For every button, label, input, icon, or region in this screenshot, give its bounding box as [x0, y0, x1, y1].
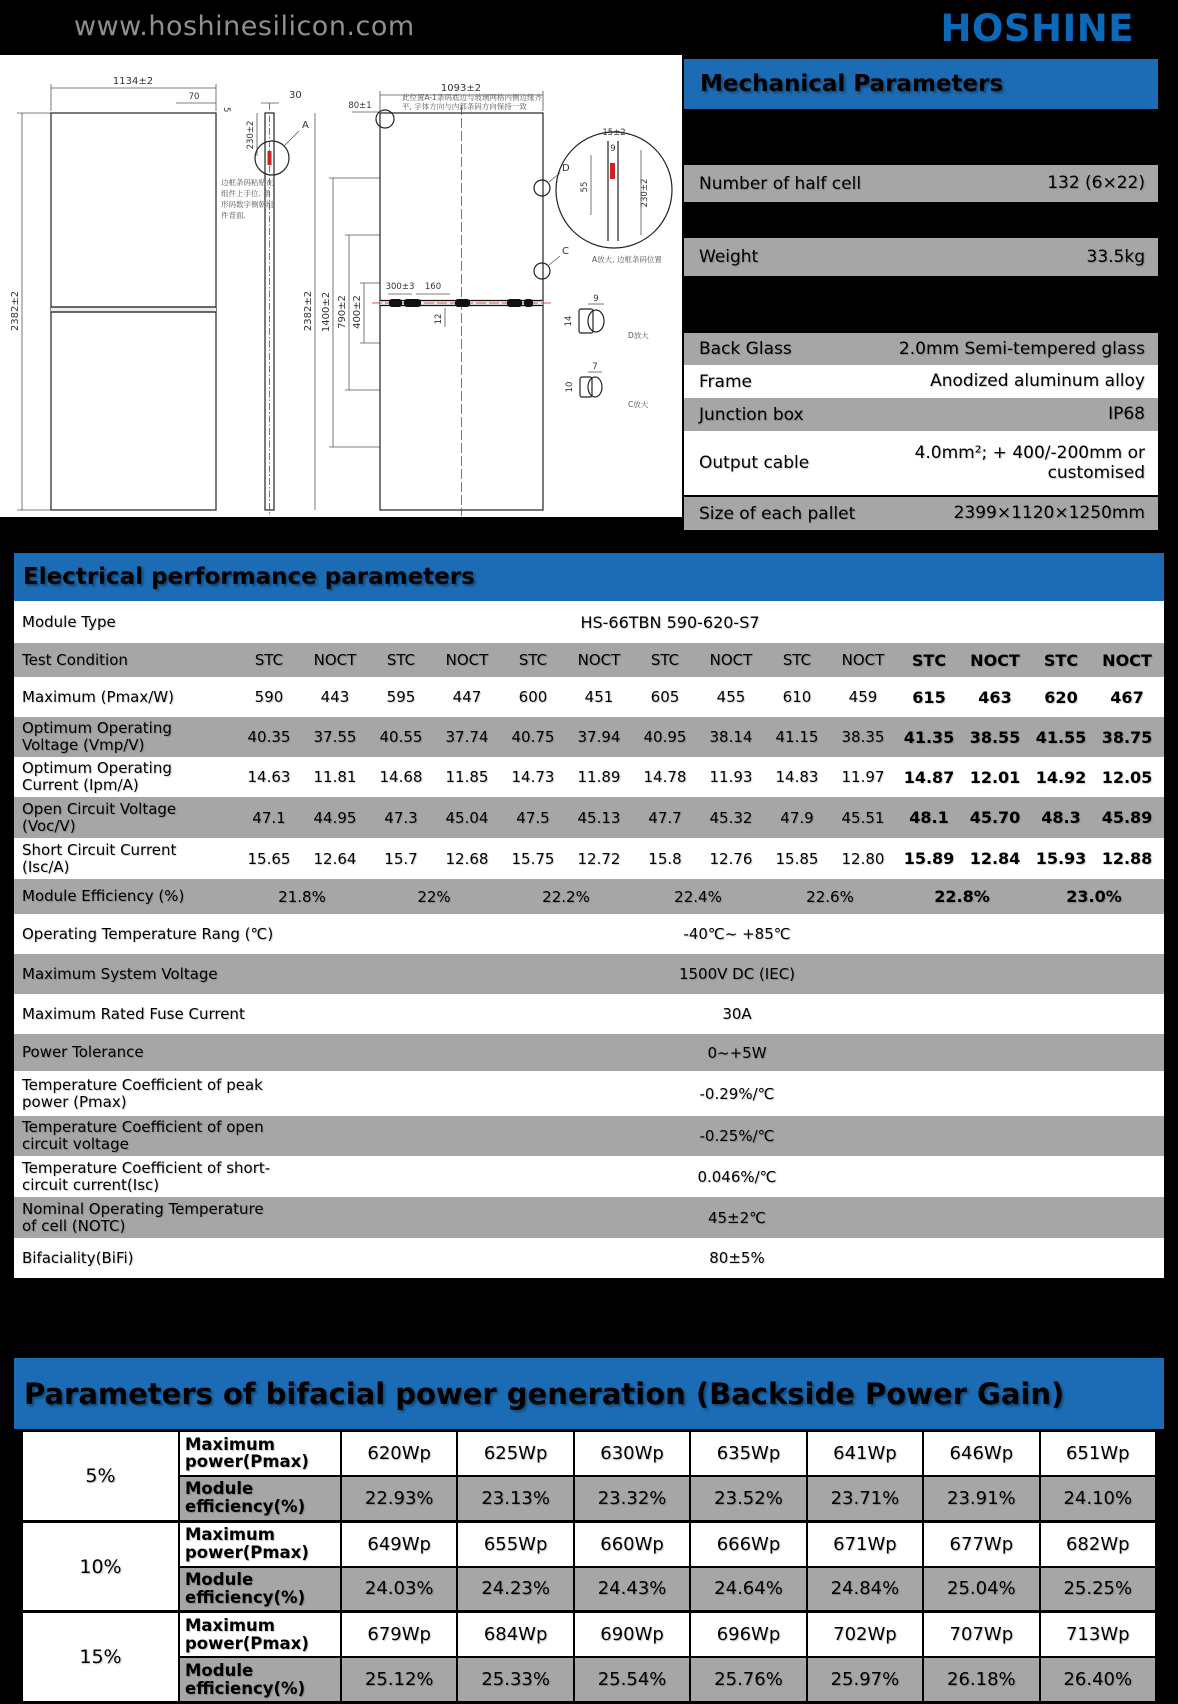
side-view — [221, 90, 309, 516]
electrical-value-cell: 47.7 — [648, 808, 682, 827]
gain-cell: 5% — [23, 1432, 178, 1520]
pmax-value: 682Wp — [1041, 1523, 1155, 1566]
electrical-value-cell: 14.73 — [511, 768, 555, 786]
test-condition-cell: NOCT — [970, 650, 1020, 670]
electrical-value-cell: 45.51 — [841, 808, 885, 827]
electrical-value-cell: 14.87 — [903, 767, 955, 787]
test-condition-cell: NOCT — [313, 651, 357, 669]
mechanical-row — [684, 431, 1158, 495]
pmax-value: 696Wp — [691, 1613, 805, 1656]
side-note: 边框条码粘贴在 组件上手位. 条 形码数字侧朝组 件背面. — [221, 178, 274, 220]
electrical-value-cell: 48.3 — [1041, 808, 1081, 827]
clamp-c-width-dim: 7 — [592, 362, 598, 372]
mechanical-row-label: Size of each pallet — [699, 503, 856, 524]
eff-value: 25.97% — [808, 1658, 922, 1701]
detail-9-dim: 9 — [610, 144, 616, 154]
electrical-single-row — [14, 1197, 1164, 1238]
eff-value: 24.43% — [575, 1568, 689, 1611]
electrical-value-cell: 600 — [518, 688, 548, 706]
mechanical-row-value: 33.5kg — [1086, 246, 1145, 267]
front-height-dim: 2382±2 — [10, 290, 21, 332]
pmax-value: 660Wp — [575, 1523, 689, 1566]
electrical-value-cell: 590 — [254, 688, 284, 706]
eff-value: 24.03% — [342, 1568, 456, 1611]
mechanical-row-value: Anodized aluminum alloy — [930, 371, 1145, 392]
pmax-value: 655Wp — [458, 1523, 572, 1566]
single-row-label: Operating Temperature Rang (℃) — [22, 924, 274, 943]
eff-value: 23.52% — [691, 1477, 805, 1520]
electrical-value-cell: 40.55 — [379, 728, 423, 746]
electrical-row — [14, 677, 1164, 717]
electrical-value-cell: 37.74 — [445, 728, 489, 746]
eff-value: 22.93% — [342, 1477, 456, 1520]
electrical-value-cell: 443 — [320, 688, 350, 706]
electrical-value-cell: 12.05 — [1101, 767, 1153, 787]
test-condition-cell: NOCT — [577, 651, 621, 669]
test-condition-cell: STC — [386, 651, 416, 669]
electrical-row-values — [236, 717, 1160, 757]
side-30-dim: 30 — [289, 90, 302, 101]
single-row-label: Nominal Operating Temperature of cell (NOTC) — [22, 1199, 264, 1235]
module-type-label: Module Type — [22, 612, 116, 631]
pmax-label: Maximum power(Pmax) — [180, 1613, 340, 1656]
pmax-value: 666Wp — [691, 1523, 805, 1566]
electrical-value-cell: 45.89 — [1101, 808, 1153, 827]
front-5-dim: 5 — [221, 107, 231, 113]
electrical-value-cell: 11.81 — [313, 768, 357, 786]
electrical-value-cell: 38.75 — [1101, 727, 1153, 747]
back-160-dim: 160 — [424, 282, 442, 292]
test-condition-cell: STC — [254, 651, 284, 669]
electrical-value-cell: 15.93 — [1035, 849, 1087, 868]
electrical-row — [14, 838, 1164, 879]
electrical-title: Electrical performance parameters — [14, 553, 1164, 601]
electrical-row-values — [236, 677, 1160, 717]
single-row-label: Temperature Coefficient of peak power (Pmax) — [22, 1075, 263, 1111]
eff-label: Module efficiency(%) — [180, 1568, 340, 1611]
electrical-value-cell: 11.93 — [709, 768, 753, 786]
front-70-dim: 70 — [188, 92, 200, 102]
test-condition-cell: STC — [782, 651, 812, 669]
electrical-value-cell: 447 — [452, 688, 482, 706]
module-efficiency-cell: 21.8% — [278, 887, 326, 906]
mechanical-row-value: 132 (6×22) — [1047, 173, 1145, 194]
eff-value: 24.84% — [808, 1568, 922, 1611]
electrical-value-cell: 45.70 — [969, 808, 1021, 827]
electrical-row — [14, 717, 1164, 757]
eff-value: 23.13% — [458, 1477, 572, 1520]
pmax-value: 677Wp — [924, 1523, 1038, 1566]
electrical-value-cell: 15.7 — [384, 849, 418, 868]
clamp-d-width-dim: 9 — [593, 294, 599, 304]
test-condition-cell: STC — [1043, 650, 1079, 670]
single-row-label: Temperature Coefficient of short-circuit current(Isc) — [22, 1158, 271, 1194]
mechanical-row-value: 2399×1120×1250mm — [953, 503, 1145, 524]
eff-value: 25.33% — [458, 1658, 572, 1701]
website-url: www.hoshinesilicon.com — [74, 11, 415, 42]
electrical-row — [14, 757, 1164, 797]
module-efficiency-row — [14, 879, 1164, 914]
eff-value: 25.12% — [342, 1658, 456, 1701]
back-note: 此位置A-1条码底边与玻璃网格内侧边缘齐 平, 字体方向与内部条码方向保持一致 — [402, 93, 542, 111]
single-row-label: Bifaciality(BiFi) — [22, 1248, 134, 1267]
back-width-dim: 1093±2 — [440, 83, 482, 94]
detail-views — [556, 128, 672, 409]
mechanical-row-value: 4.0mm²; + 400/-200mm or customised — [914, 442, 1145, 483]
single-row-value: 1500V DC (IEC) — [678, 965, 796, 983]
brand-logo: HOSHINE — [940, 7, 1134, 50]
test-condition-cell: STC — [911, 650, 947, 670]
electrical-row-label: Maximum (Pmax/W) — [22, 687, 174, 706]
mechanical-row-value: IP68 — [1108, 404, 1145, 425]
single-row-label: Temperature Coefficient of open circuit voltage — [22, 1118, 264, 1153]
module-efficiency-cell: 22.8% — [934, 887, 990, 906]
electrical-row-label: Open Circuit Voltage (Voc/V) — [22, 799, 177, 835]
bifacial-group — [23, 1432, 1155, 1520]
single-row-label: Power Tolerance — [22, 1043, 144, 1062]
pmax-value: 625Wp — [458, 1432, 572, 1475]
eff-value: 23.32% — [575, 1477, 689, 1520]
electrical-row-values — [236, 757, 1160, 797]
electrical-value-cell: 610 — [782, 688, 812, 706]
electrical-single-row — [14, 914, 1164, 954]
single-row-value: -40℃~ +85℃ — [683, 925, 791, 943]
technical-drawing — [0, 55, 682, 517]
gain-cell: 10% — [23, 1523, 178, 1611]
eff-value: 26.18% — [924, 1658, 1038, 1701]
pmax-value: 641Wp — [808, 1432, 922, 1475]
electrical-value-cell: 40.95 — [643, 728, 687, 746]
single-row-label: Maximum Rated Fuse Current — [22, 1004, 245, 1023]
electrical-value-cell: 47.5 — [516, 808, 550, 827]
electrical-value-cell: 41.35 — [903, 727, 955, 747]
test-condition-cell: NOCT — [445, 651, 489, 669]
electrical-value-cell: 41.55 — [1035, 727, 1087, 747]
electrical-value-cell: 459 — [848, 688, 878, 706]
electrical-section — [14, 553, 1164, 1278]
pmax-value: 635Wp — [691, 1432, 805, 1475]
mechanical-row — [684, 165, 1158, 202]
test-condition-cell: STC — [518, 651, 548, 669]
pmax-value: 630Wp — [575, 1432, 689, 1475]
mechanical-row-value: 2.0mm Semi-tempered glass — [898, 338, 1145, 359]
single-row-value: 45±2℃ — [707, 1208, 767, 1227]
mechanical-row-label: Output cable — [699, 453, 810, 473]
eff-value: 24.64% — [691, 1568, 805, 1611]
electrical-value-cell: 12.72 — [577, 849, 621, 868]
electrical-value-cell: 451 — [584, 688, 614, 706]
detail-d-balloon-label: D — [562, 163, 570, 174]
electrical-value-cell: 40.35 — [247, 728, 291, 746]
side-230-dim: 230±2 — [246, 120, 256, 150]
eff-value: 23.71% — [808, 1477, 922, 1520]
module-efficiency-cell: 22.2% — [542, 887, 590, 906]
clamp-c-caption: C放大 — [628, 400, 649, 409]
single-row-label: Maximum System Voltage — [22, 964, 218, 983]
test-condition-cells — [236, 643, 1160, 677]
pmax-value: 620Wp — [342, 1432, 456, 1475]
front-view — [10, 76, 231, 510]
electrical-value-cell: 38.55 — [969, 727, 1021, 747]
clamp-d-caption: D放大 — [628, 331, 649, 340]
back-300-dim: 300±3 — [385, 282, 415, 292]
electrical-single-row — [14, 994, 1164, 1034]
single-row-value: -0.25%/℃ — [699, 1127, 775, 1145]
single-row-value: 30A — [722, 1005, 752, 1023]
back-80-dim: 80±1 — [348, 101, 372, 111]
test-condition-cell: NOCT — [1102, 650, 1152, 670]
electrical-value-cell: 41.15 — [775, 728, 819, 746]
single-row-value: 0~+5W — [707, 1043, 767, 1062]
back-height-dim: 2382±2 — [303, 290, 314, 332]
pmax-value: 649Wp — [342, 1523, 456, 1566]
electrical-value-cell: 12.84 — [969, 849, 1021, 868]
electrical-single-row — [14, 1156, 1164, 1197]
single-row-value: -0.29%/℃ — [699, 1084, 775, 1103]
electrical-value-cell: 45.32 — [709, 808, 753, 827]
electrical-value-cell: 12.88 — [1101, 849, 1153, 868]
pmax-value: 690Wp — [575, 1613, 689, 1656]
pmax-label: Maximum power(Pmax) — [180, 1432, 340, 1475]
module-efficiency-values — [236, 879, 1160, 914]
pmax-value: 684Wp — [458, 1613, 572, 1656]
electrical-value-cell: 15.8 — [648, 849, 682, 868]
electrical-value-cell: 14.78 — [643, 768, 687, 786]
back-view — [303, 83, 570, 516]
module-type-row — [14, 601, 1164, 643]
module-efficiency-cell: 22% — [417, 887, 451, 906]
electrical-value-cell: 620 — [1044, 687, 1078, 707]
bifacial-group — [23, 1523, 1155, 1611]
electrical-value-cell: 47.3 — [384, 808, 418, 827]
electrical-single-row — [14, 954, 1164, 994]
bifacial-title: Parameters of bifacial power generation (Backside Power Gain) — [14, 1358, 1164, 1429]
electrical-value-cell: 15.65 — [247, 849, 291, 868]
electrical-value-cell: 12.01 — [969, 767, 1021, 787]
eff-value: 26.40% — [1041, 1658, 1155, 1701]
electrical-row — [14, 797, 1164, 838]
clamp-c-height-dim: 10 — [565, 381, 575, 393]
mechanical-row — [684, 238, 1158, 276]
mechanical-row — [684, 398, 1158, 431]
mechanical-row-label: Weight — [699, 247, 759, 267]
eff-value: 23.91% — [924, 1477, 1038, 1520]
test-condition-cell: STC — [650, 651, 680, 669]
detail-a-caption: A放大, 边框条码位置 — [592, 255, 662, 264]
electrical-value-cell: 48.1 — [909, 808, 949, 827]
pmax-value: 702Wp — [808, 1613, 922, 1656]
test-condition-cell: NOCT — [841, 651, 885, 669]
test-condition-row — [14, 643, 1164, 677]
detail-15-dim: 15±2 — [602, 128, 626, 138]
mechanical-title: Mechanical Parameters — [684, 59, 1158, 109]
electrical-value-cell: 455 — [716, 688, 746, 706]
pmax-value: 707Wp — [924, 1613, 1038, 1656]
electrical-value-cell: 12.76 — [709, 849, 753, 868]
electrical-value-cell: 38.14 — [709, 728, 753, 746]
electrical-value-cell: 38.35 — [841, 728, 885, 746]
electrical-value-cell: 11.89 — [577, 768, 621, 786]
front-width-dim: 1134±2 — [112, 76, 154, 87]
mechanical-row-label: Back Glass — [699, 339, 792, 359]
back-400-dim: 400±2 — [352, 295, 363, 329]
electrical-single-row — [14, 1238, 1164, 1278]
module-efficiency-cell: 22.6% — [806, 887, 854, 906]
gain-cell: 15% — [23, 1613, 178, 1701]
electrical-value-cell: 11.97 — [841, 768, 885, 786]
electrical-row-label: Short Circuit Current (Isc/A) — [22, 840, 177, 876]
bifacial-table — [20, 1429, 1158, 1704]
pmax-label: Maximum power(Pmax) — [180, 1523, 340, 1566]
module-efficiency-cell: 23.0% — [1066, 887, 1122, 906]
mechanical-row — [684, 365, 1158, 398]
module-drawing-svg — [0, 55, 682, 517]
mechanical-row-label: Junction box — [699, 404, 804, 425]
mechanical-row — [684, 333, 1158, 365]
electrical-single-row — [14, 1116, 1164, 1156]
mechanical-row — [684, 497, 1158, 530]
electrical-value-cell: 15.75 — [511, 849, 555, 868]
clamp-d-height-dim: 14 — [564, 315, 574, 327]
electrical-value-cell: 14.68 — [379, 768, 423, 786]
pmax-value: 671Wp — [808, 1523, 922, 1566]
eff-value: 25.76% — [691, 1658, 805, 1701]
top-bar — [0, 0, 1178, 55]
pmax-value: 679Wp — [342, 1613, 456, 1656]
single-row-value: 0.046%/℃ — [697, 1167, 777, 1186]
detail-230-dim: 230±2 — [640, 178, 650, 208]
electrical-value-cell: 595 — [386, 688, 416, 706]
electrical-row-values — [236, 838, 1160, 879]
electrical-value-cell: 467 — [1110, 687, 1144, 707]
detail-a-balloon-label: A — [302, 120, 309, 131]
eff-value: 24.23% — [458, 1568, 572, 1611]
eff-value: 25.04% — [924, 1568, 1038, 1611]
electrical-value-cell: 14.92 — [1035, 767, 1087, 787]
electrical-value-cell: 47.9 — [780, 808, 814, 827]
electrical-value-cell: 15.85 — [775, 849, 819, 868]
eff-value: 25.25% — [1041, 1568, 1155, 1611]
electrical-rows — [14, 677, 1164, 1278]
pmax-value: 646Wp — [924, 1432, 1038, 1475]
single-row-value: 80±5% — [709, 1249, 765, 1267]
eff-value: 24.10% — [1041, 1477, 1155, 1520]
mechanical-section — [684, 59, 1158, 530]
electrical-value-cell: 14.83 — [775, 768, 819, 786]
electrical-value-cell: 463 — [978, 687, 1012, 707]
mechanical-row-label: Frame — [699, 371, 752, 392]
electrical-value-cell: 12.80 — [841, 849, 885, 868]
back-12-dim: 12 — [434, 313, 444, 325]
electrical-single-row — [14, 1071, 1164, 1116]
electrical-single-row — [14, 1034, 1164, 1071]
electrical-value-cell: 45.04 — [445, 808, 489, 827]
electrical-value-cell: 605 — [650, 688, 680, 706]
module-type-value: HS-66TBN 590-620-S7 — [580, 612, 760, 632]
pmax-value: 713Wp — [1041, 1613, 1155, 1656]
mechanical-row-label: Number of half cell — [699, 173, 862, 194]
pmax-value: 651Wp — [1041, 1432, 1155, 1475]
electrical-value-cell: 44.95 — [313, 808, 357, 827]
module-efficiency-label: Module Efficiency (%) — [22, 887, 185, 906]
electrical-value-cell: 12.68 — [445, 849, 489, 868]
detail-55-dim: 55 — [580, 181, 590, 193]
detail-c-balloon-label: C — [562, 246, 569, 257]
electrical-row-label: Optimum Operating Voltage (Vmp/V) — [22, 719, 172, 754]
eff-label: Module efficiency(%) — [180, 1658, 340, 1701]
back-1400-dim: 1400±2 — [321, 291, 332, 333]
electrical-value-cell: 37.94 — [577, 728, 621, 746]
bifacial-group — [23, 1613, 1155, 1701]
electrical-value-cell: 615 — [912, 687, 946, 707]
electrical-value-cell: 11.85 — [445, 768, 489, 786]
back-790-dim: 790±2 — [337, 295, 348, 329]
eff-label: Module efficiency(%) — [180, 1477, 340, 1520]
test-condition-label: Test Condition — [22, 650, 128, 669]
electrical-value-cell: 12.64 — [313, 849, 357, 868]
electrical-value-cell: 14.63 — [247, 768, 291, 786]
test-condition-cell: NOCT — [709, 651, 753, 669]
electrical-value-cell: 47.1 — [252, 808, 286, 827]
module-efficiency-cell: 22.4% — [674, 887, 722, 906]
electrical-value-cell: 37.55 — [313, 728, 357, 746]
electrical-row-label: Optimum Operating Current (Ipm/A) — [22, 759, 172, 794]
electrical-row-values — [236, 797, 1160, 838]
electrical-value-cell: 45.13 — [577, 808, 621, 827]
electrical-value-cell: 15.89 — [903, 849, 955, 868]
electrical-value-cell: 40.75 — [511, 728, 555, 746]
eff-value: 25.54% — [575, 1658, 689, 1701]
